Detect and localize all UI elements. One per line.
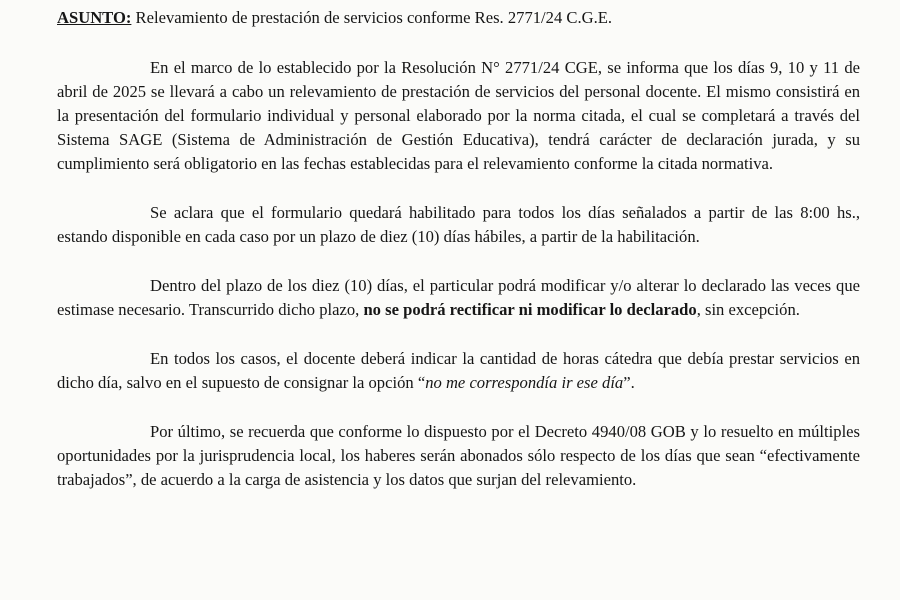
paragraph-horas-italic: no me correspondía ir ese día	[425, 373, 624, 392]
subject-line	[57, 6, 860, 30]
subject-label: ASUNTO:	[57, 8, 132, 27]
paragraph-horas-end: ”.	[623, 373, 635, 392]
paragraph-horas-catedra	[57, 347, 860, 395]
paragraph-habilitacion: Se aclara que el formulario quedará habilitado para todos los días señalados a partir de las 8:00 hs., estando disponible en cada caso por un plazo de diez (10) días hábiles, a partir de la habilitación.	[57, 203, 860, 246]
paragraph-decreto: Por último, se recuerda que conforme lo dispuesto por el Decreto 4940/08 GOB y lo resuelto en múltiples oportunidades por la jurisprudencia local, los haberes serán abonados sólo respecto de los días que sean “efectivamente trabajados”, de acuerdo a la carga de asistencia y los datos que surjan del relevamiento.	[57, 422, 860, 489]
paragraph-plazo-bold: no se podrá rectificar ni modificar lo declarado	[363, 300, 697, 319]
subject-text: Relevamiento de prestación de servicios conforme Res. 2771/24 C.G.E.	[131, 8, 613, 27]
paragraph-horas-text: En todos los casos, el docente deberá indicar la cantidad de horas cátedra que debía prestar servicios en dicho día, salvo en el supuesto de consignar la opción “	[57, 349, 860, 392]
paragraph-relevamiento: En el marco de lo establecido por la Resolución N° 2771/24 CGE, se informa que los días 9, 10 y 11 de abril de 2025 se llevará a cabo un relevamiento de prestación de servicios del personal docente. El mismo consistirá en la presentación del formulario individual y personal elaborado por la norma citada, el cual se completará a través del Sistema SAGE (Sistema de Administración de Gestión Educativa), tendrá carácter de declaración jurada, y su cumplimiento será obligatorio en las fechas establecidas para el relevamiento conforme la citada normativa.	[57, 58, 860, 173]
paragraph-plazo-end: , sin excepción.	[696, 300, 800, 319]
paragraph-plazo	[57, 274, 860, 322]
paragraph-plazo-text: Dentro del plazo de los diez (10) días, el particular podrá modificar y/o alterar lo declarado las veces que estimase necesario. Transcurrido dicho plazo,	[57, 276, 860, 319]
